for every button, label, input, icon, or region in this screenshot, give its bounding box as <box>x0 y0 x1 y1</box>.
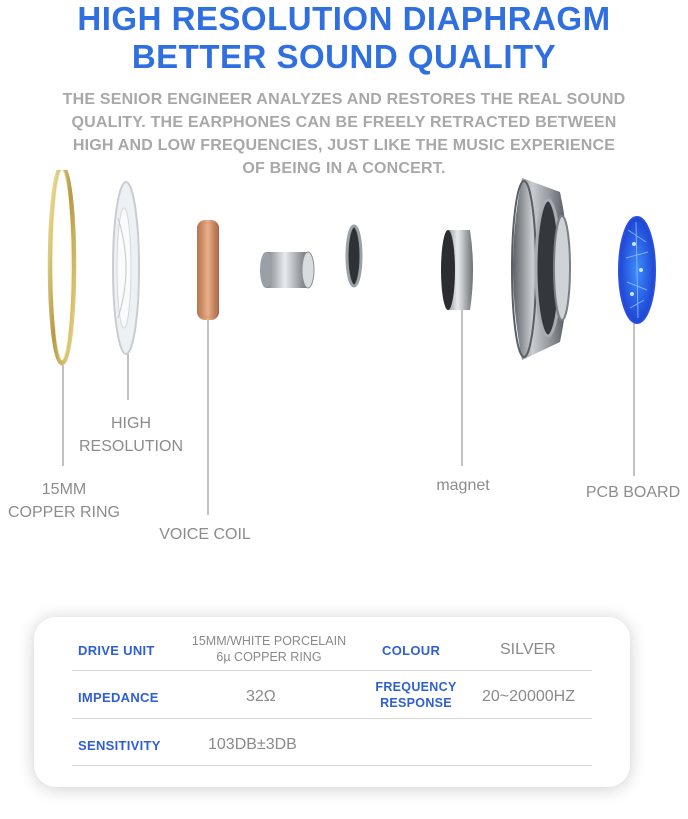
drive-unit-value-line1: 15MM/WHITE PORCELAIN <box>191 634 347 648</box>
magnet-part <box>441 230 473 310</box>
voice-coil-label: VOICE COIL <box>159 526 251 543</box>
impedance-label: IMPEDANCE <box>78 690 159 705</box>
divider <box>72 765 592 766</box>
voice-coil-part <box>197 220 219 320</box>
diaphragm-label-line2: RESOLUTION <box>78 438 183 455</box>
diaphragm-part <box>113 182 139 354</box>
frequency-label-line1: FREQUENCY <box>375 680 457 694</box>
description-line: HIGH AND LOW FREQUENCIES, JUST LIKE THE MUSIC EXPERIENCE <box>72 137 616 154</box>
impedance-value: 32Ω <box>246 688 276 705</box>
copper-ring-part <box>50 170 74 363</box>
sensitivity-label: SENSITIVITY <box>78 738 161 753</box>
housing-part <box>512 178 570 360</box>
description-line: THE SENIOR ENGINEER ANALYZES AND RESTORES THE REAL SOUND <box>62 91 626 108</box>
frequency-response-label <box>370 679 462 711</box>
spec-card <box>34 617 630 787</box>
frequency-label-line2: RESPONSE <box>380 696 452 710</box>
drive-unit-label: DRIVE UNIT <box>78 643 155 658</box>
divider <box>72 670 592 671</box>
drive-unit-value-line2: 6µ COPPER RING <box>216 650 322 664</box>
divider <box>72 718 592 719</box>
copper-ring-label-line2: COPPER RING <box>7 504 120 521</box>
drive-unit-value <box>174 633 364 665</box>
sensitivity-value: 103DB±3DB <box>208 736 297 753</box>
headline-line-1: HIGH RESOLUTION DIAPHRAGM <box>77 0 611 37</box>
pole-piece-part <box>260 252 314 288</box>
description-line: QUALITY. THE EARPHONES CAN BE FREELY RETRACTED BETWEEN <box>71 114 617 131</box>
copper-ring-label <box>0 478 128 524</box>
diaphragm-label-line1: HIGH <box>111 415 151 432</box>
pcb-board-label: PCB BOARD <box>585 484 681 501</box>
pcb-board-part <box>619 217 655 323</box>
colour-value: SILVER <box>500 641 556 658</box>
diaphragm-label <box>68 412 194 458</box>
description-line: OF BEING IN A CONCERT. <box>242 160 446 177</box>
magnet-label: magnet <box>436 477 490 494</box>
copper-ring-label-line1: 15MM <box>41 481 87 498</box>
description <box>20 88 668 180</box>
headline-line-2: BETTER SOUND QUALITY <box>131 38 557 75</box>
frequency-response-value: 20~20000HZ <box>482 688 575 705</box>
colour-label: COLOUR <box>382 643 441 658</box>
washer-part <box>347 226 361 286</box>
